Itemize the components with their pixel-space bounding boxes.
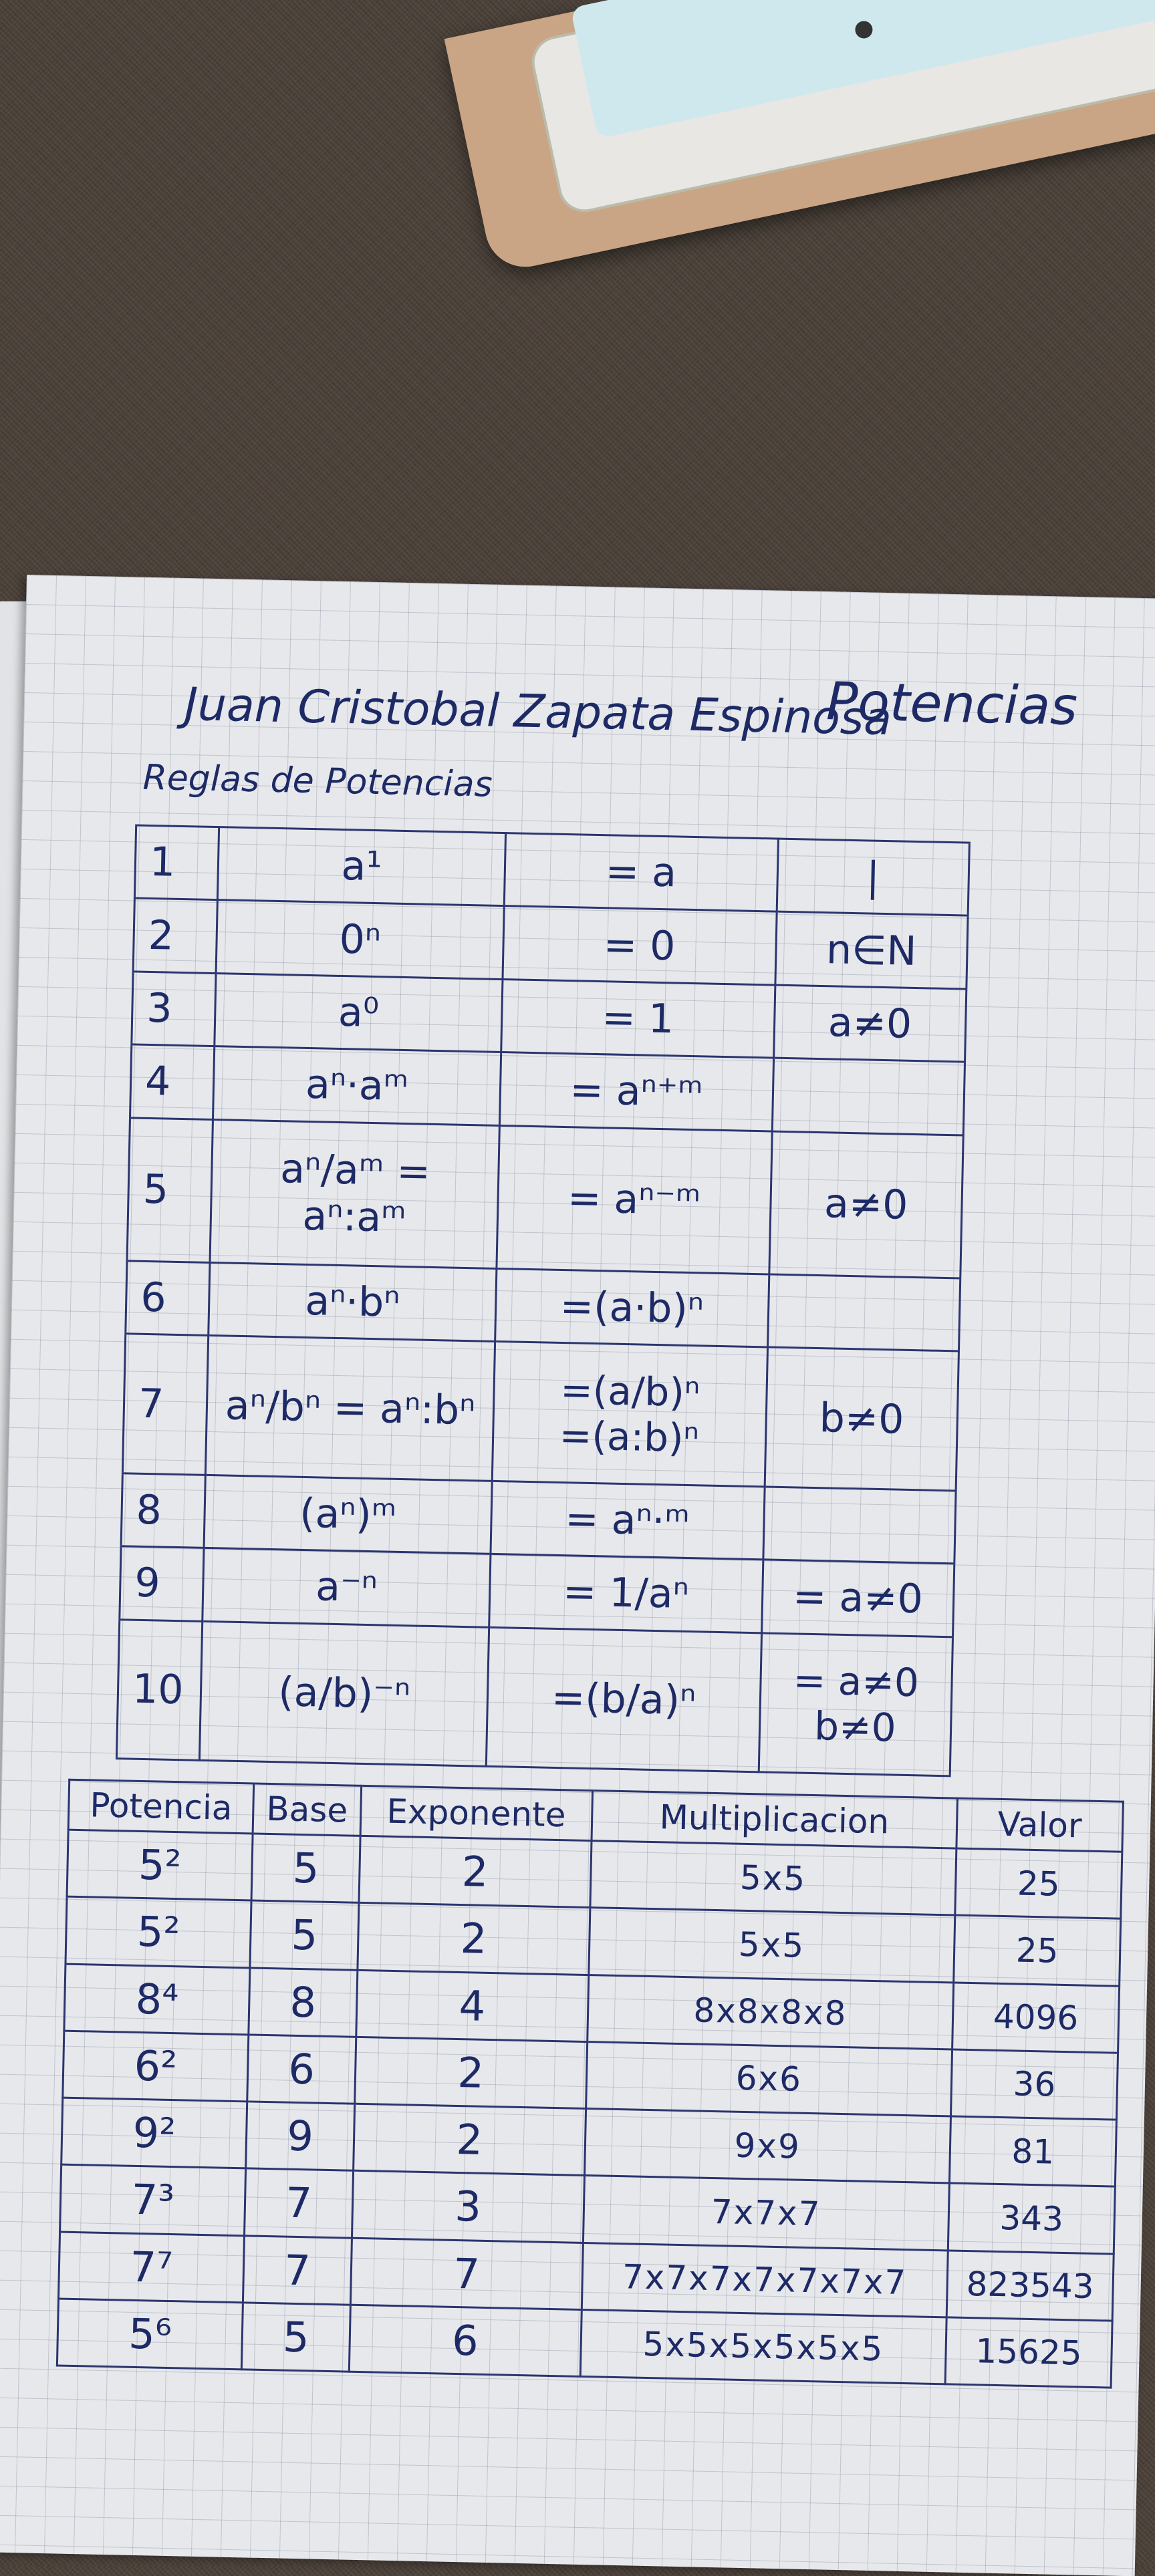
table-row (122, 1334, 958, 1490)
rule-result-alt: =(a:b)ⁿ (559, 1413, 700, 1461)
cell-potencia: 7³ (60, 2164, 246, 2235)
cell-multiplicacion: 5x5 (588, 1908, 954, 1983)
rule-expression: a¹ (218, 827, 505, 906)
rule-condition: a≠0 (769, 1131, 963, 1278)
cell-valor: 823543 (946, 2250, 1114, 2320)
rule-condition: = a≠0 (761, 1560, 954, 1636)
cell-potencia: 6² (63, 2031, 249, 2102)
powers-table (56, 1779, 1124, 2389)
rule-condition: b≠0 (765, 1347, 959, 1490)
cell-base: 7 (245, 2168, 354, 2238)
cell-multiplicacion: 5x5 (590, 1841, 956, 1916)
rule-number: 9 (120, 1546, 205, 1621)
cell-multiplicacion: 9x9 (584, 2109, 950, 2184)
cell-valor: 25 (954, 1915, 1121, 1985)
rule-result: = 1 (501, 979, 775, 1058)
cell-exponente: 2 (358, 1903, 590, 1975)
rule-number: 1 (134, 825, 219, 900)
header-exponente: Exponente (360, 1785, 592, 1840)
rule-result-cell (492, 1342, 767, 1487)
cell-potencia: 5⁶ (57, 2299, 243, 2370)
cell-base: 5 (251, 1834, 360, 1903)
cell-base: 9 (246, 2102, 355, 2171)
rule-result: = 0 (503, 906, 777, 985)
cell-base: 8 (249, 1967, 358, 2037)
rule-expression: (aⁿ)ᵐ (205, 1475, 492, 1554)
cell-multiplicacion: 7x7x7 (583, 2176, 949, 2251)
rule-expression: (a/b)⁻ⁿ (200, 1621, 489, 1766)
rule-condition: n∈N (775, 912, 968, 989)
rule-condition-alt: b≠0 (813, 1703, 897, 1751)
header-base: Base (253, 1783, 361, 1836)
cell-valor: 15625 (945, 2317, 1112, 2388)
cell-valor: 36 (950, 2049, 1118, 2120)
header-potencia: Potencia (68, 1779, 254, 1834)
rule-number: 8 (121, 1473, 206, 1548)
cell-potencia: 8⁴ (64, 1964, 250, 2035)
cell-multiplicacion: 5x5x5x5x5x5 (580, 2309, 946, 2384)
cell-potencia: 5² (66, 1896, 251, 1967)
rule-condition (763, 1487, 956, 1564)
rule-result: =(a·b)ⁿ (495, 1268, 769, 1347)
cell-potencia: 5² (67, 1830, 253, 1900)
rule-expression: 0ⁿ (217, 900, 504, 979)
cell-base: 7 (243, 2235, 352, 2305)
cell-valor: 4096 (952, 1982, 1119, 2052)
rule-expression: aⁿ/aᵐ = aⁿ:aᵐ (210, 1119, 499, 1268)
table-row (127, 1118, 963, 1278)
cell-base: 5 (242, 2303, 351, 2372)
cell-exponente: 7 (350, 2238, 583, 2309)
cell-potencia: 7⁷ (58, 2232, 244, 2303)
rule-expression: aⁿ·aᵐ (213, 1046, 501, 1125)
rule-result: = aⁿ·ᵐ (491, 1481, 765, 1560)
rule-result: =(b/a)ⁿ (486, 1627, 761, 1772)
cell-exponente: 2 (354, 2037, 587, 2108)
table-row (116, 1619, 952, 1776)
header-valor: Valor (956, 1798, 1124, 1852)
tablet-device (444, 0, 1155, 274)
notebook-page (0, 575, 1155, 2576)
rule-result: = aⁿ⁺ᵐ (499, 1052, 773, 1131)
rule-condition: = a≠0 (793, 1657, 920, 1706)
rule-condition-cell (759, 1632, 953, 1775)
cell-valor: 81 (949, 2116, 1116, 2186)
rule-result: = 1/aⁿ (489, 1554, 763, 1632)
cell-multiplicacion: 6x6 (586, 2041, 952, 2116)
rule-condition: a≠0 (773, 985, 967, 1062)
rule-number: 10 (116, 1619, 203, 1760)
cell-base: 6 (247, 2035, 356, 2104)
rule-expression: aⁿ/bⁿ = aⁿ:bⁿ (206, 1336, 495, 1481)
rule-number: 2 (133, 898, 218, 973)
header-multiplicacion: Multiplicacion (592, 1791, 958, 1848)
rules-title: Reglas de Potencias (142, 757, 493, 805)
rule-condition (767, 1274, 960, 1351)
cell-exponente: 4 (356, 1970, 589, 2041)
cell-valor: 25 (955, 1848, 1122, 1918)
cell-exponente: 6 (349, 2305, 582, 2376)
rule-expression: a⁻ⁿ (203, 1548, 490, 1627)
rule-number: 4 (130, 1044, 215, 1119)
rule-condition: | (777, 839, 970, 915)
cell-exponente: 2 (359, 1836, 592, 1907)
cell-base: 5 (250, 1900, 359, 1970)
page-topic: Potencias (825, 672, 1078, 737)
tablet-bezel (527, 0, 1155, 217)
cell-exponente: 2 (353, 2104, 586, 2175)
rule-result: = a (504, 833, 778, 912)
cell-exponente: 3 (352, 2171, 584, 2243)
cell-multiplicacion: 7x7x7x7x7x7x7 (582, 2243, 948, 2317)
rules-table (116, 824, 971, 1777)
rule-number: 5 (127, 1118, 213, 1263)
rule-result: =(a/b)ⁿ (559, 1367, 700, 1416)
rule-expression: a⁰ (215, 973, 502, 1052)
rule-expression: aⁿ·bⁿ (209, 1262, 496, 1341)
cell-valor: 343 (948, 2183, 1115, 2253)
cell-multiplicacion: 8x8x8x8 (587, 1975, 953, 2049)
rule-result: = aⁿ⁻ᵐ (497, 1125, 772, 1274)
rule-condition (772, 1058, 965, 1135)
rule-number: 6 (126, 1261, 211, 1336)
cell-potencia: 9² (61, 2098, 247, 2168)
rule-number: 3 (132, 972, 217, 1046)
student-name: Juan Cristobal Zapata Espinosa (184, 678, 892, 746)
rule-number: 7 (122, 1334, 209, 1475)
